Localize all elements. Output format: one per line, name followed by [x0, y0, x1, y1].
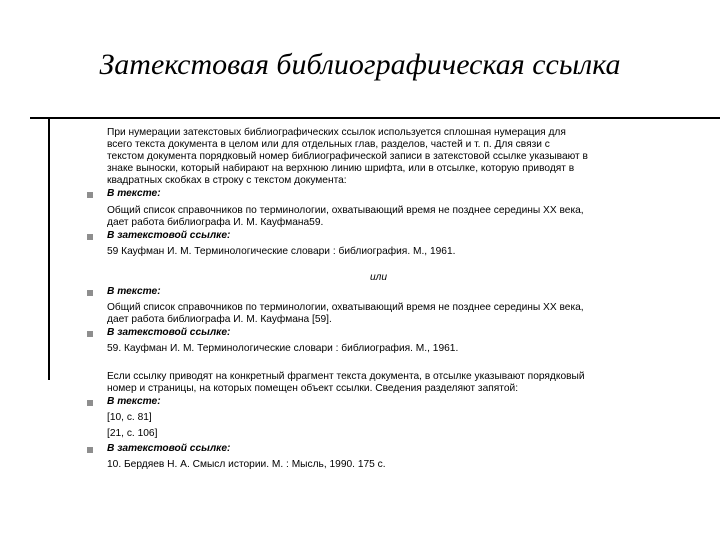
- reference-entry: 10. Бердяев Н. А. Смысл истории. М. : Мысль, 1990. 175 с.: [107, 459, 386, 470]
- in-text-label: В тексте:: [107, 396, 161, 407]
- in-text-label: В тексте:: [107, 188, 161, 199]
- ref-label: В затекстовой ссылке:: [107, 230, 231, 241]
- reference-entry: 59. Кауфман И. М. Терминологические словари : библиография. М., 1961.: [107, 343, 459, 354]
- example-text-line: Общий список справочников по терминологии, охватывающий время не позднее середины XX века,: [107, 205, 584, 216]
- bullet-icon: [87, 447, 93, 453]
- intro-line: всего текста документа в целом или для отдельных глав, разделов, частей и т. п. Для связи с: [107, 139, 550, 150]
- example-text-line: Общий список справочников по терминологии, охватывающий время не позднее середины XX века,: [107, 302, 584, 313]
- slide-title: Затекстовая библиографическая ссылка: [99, 48, 621, 81]
- example-text-line: [21, с. 106]: [107, 428, 158, 439]
- bullet-icon: [87, 234, 93, 240]
- bullet-icon: [87, 192, 93, 198]
- example-text-line: [10, с. 81]: [107, 412, 152, 423]
- or-separator: или: [370, 272, 388, 283]
- ref-label: В затекстовой ссылке:: [107, 327, 231, 338]
- reference-entry: 59 Кауфман И. М. Терминологические словари : библиография. М., 1961.: [107, 246, 456, 257]
- bullet-icon: [87, 400, 93, 406]
- ref-label: В затекстовой ссылке:: [107, 443, 231, 454]
- example-text-line: дает работа библиографа И. М. Кауфмана [59].: [107, 314, 332, 325]
- intro2-line: Если ссылку приводят на конкретный фрагмент текста документа, в отсылке указывают порядковый: [107, 371, 585, 382]
- intro-line: знаке выноски, который набирают на верхнюю линию шрифта, или в отсылке, которую приводят в: [107, 163, 575, 174]
- intro2-line: номер и страницы, на которых помещен объект ссылки. Сведения разделяют запятой:: [107, 383, 519, 394]
- intro-line: При нумерации затекстовых библиографических ссылок используется сплошная нумерация для: [107, 127, 566, 138]
- intro-line: текстом документа порядковый номер библиографической записи в затекстовой ссылке указывают в: [107, 151, 588, 162]
- intro-line: квадратных скобках в строку с текстом документа:: [107, 175, 347, 186]
- example-text-line: дает работа библиографа И. М. Кауфмана59.: [107, 217, 324, 228]
- bullet-icon: [87, 331, 93, 337]
- bullet-icon: [87, 290, 93, 296]
- in-text-label: В тексте:: [107, 286, 161, 297]
